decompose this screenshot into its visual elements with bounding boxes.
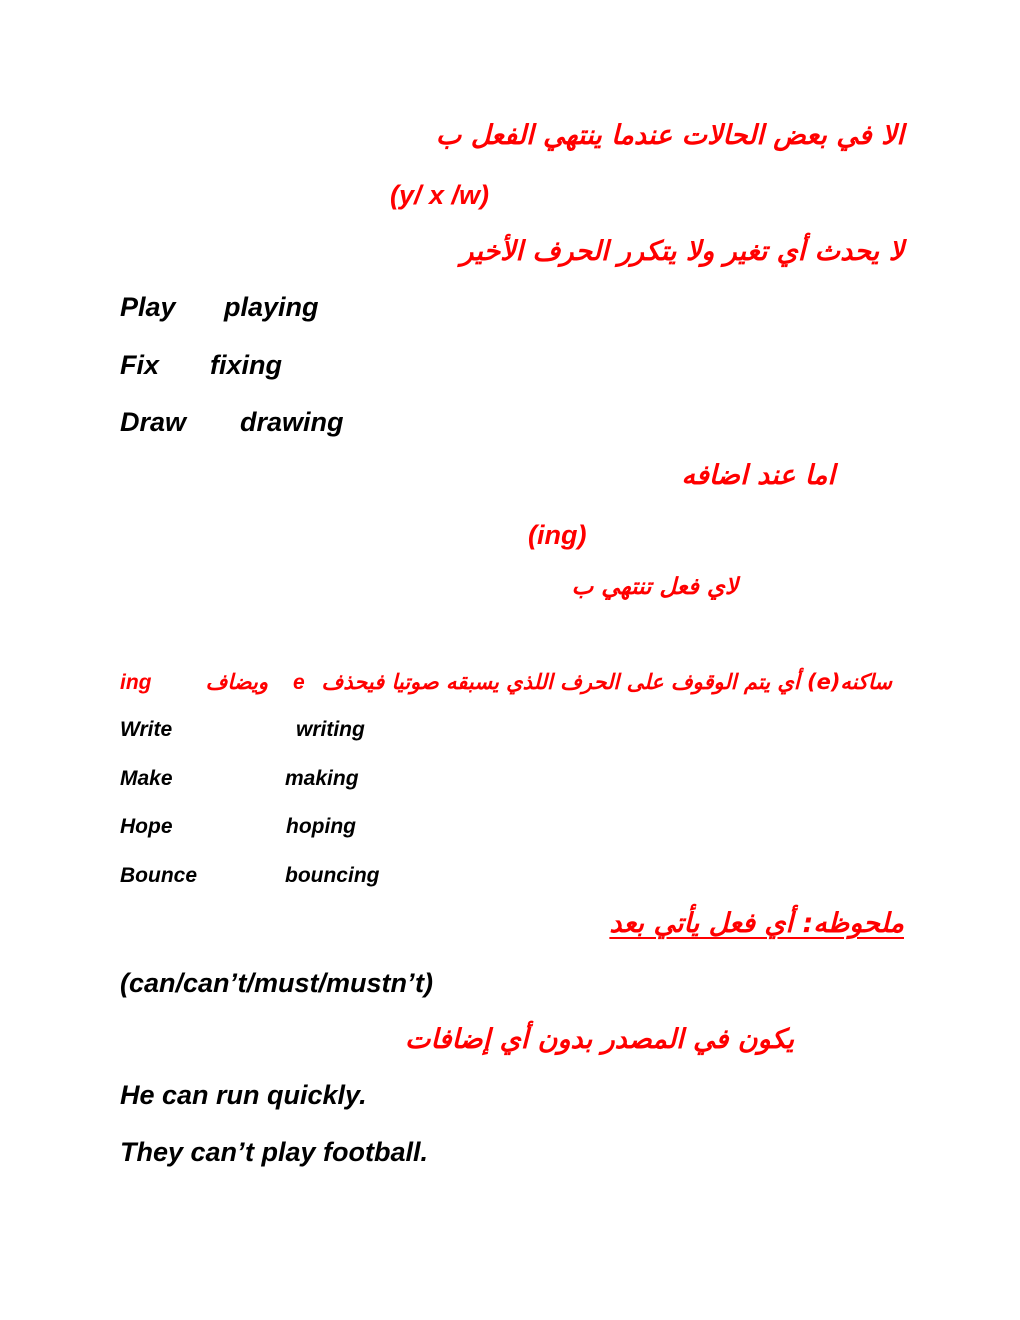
verb-base-hope: Hope xyxy=(120,815,173,838)
verb-base-bounce: Bounce xyxy=(120,864,198,887)
arabic-infinitive-rule: يكون في المصدر بدون أي إضافات xyxy=(405,1024,794,1055)
arabic-and-add: ويضاف xyxy=(205,670,268,694)
verb-ing-fixing: fixing xyxy=(210,350,282,380)
verb-ing-writing: writing xyxy=(296,718,365,741)
verb-ing-hoping: hoping xyxy=(286,815,356,838)
arabic-note-heading: ملحوظه: أي فعل يأتي بعد xyxy=(609,908,904,939)
verb-base-draw: Draw xyxy=(120,407,187,437)
verb-base-play: Play xyxy=(120,292,176,322)
example-sentence-1: He can run quickly. xyxy=(120,1080,367,1110)
verb-ing-playing: playing xyxy=(224,292,319,322)
verb-ing-drawing: drawing xyxy=(240,407,344,437)
verb-ing-bouncing: bouncing xyxy=(285,864,380,887)
ing-suffix: (ing) xyxy=(528,520,587,550)
ing-add: ing xyxy=(120,671,152,694)
verb-ing-making: making xyxy=(285,767,359,790)
modal-verbs: (can/can’t/must/mustn’t) xyxy=(120,968,434,998)
arabic-exception-line: الا في بعض الحالات عندما ينتهي الفعل ب xyxy=(435,120,904,151)
verb-base-write: Write xyxy=(120,718,173,741)
arabic-any-verb-ending: لاي فعل تنتهي ب xyxy=(571,574,738,600)
verb-base-fix: Fix xyxy=(120,350,160,380)
arabic-when-adding: اما عند اضافه xyxy=(681,460,835,491)
example-sentence-2: They can’t play football. xyxy=(120,1137,429,1167)
arabic-no-change-line: لا يحدث أي تغير ولا يتكرر الحرف الأخير xyxy=(460,236,904,267)
arabic-silent-e-rule: ساكنه(e) أي يتم الوقوف على الحرف اللذي يسبقه صوتيا فيحذف xyxy=(321,670,892,694)
letters-yxw: (y/ x /w) xyxy=(390,180,490,210)
letter-e: e xyxy=(293,671,305,694)
verb-base-make: Make xyxy=(120,767,173,790)
